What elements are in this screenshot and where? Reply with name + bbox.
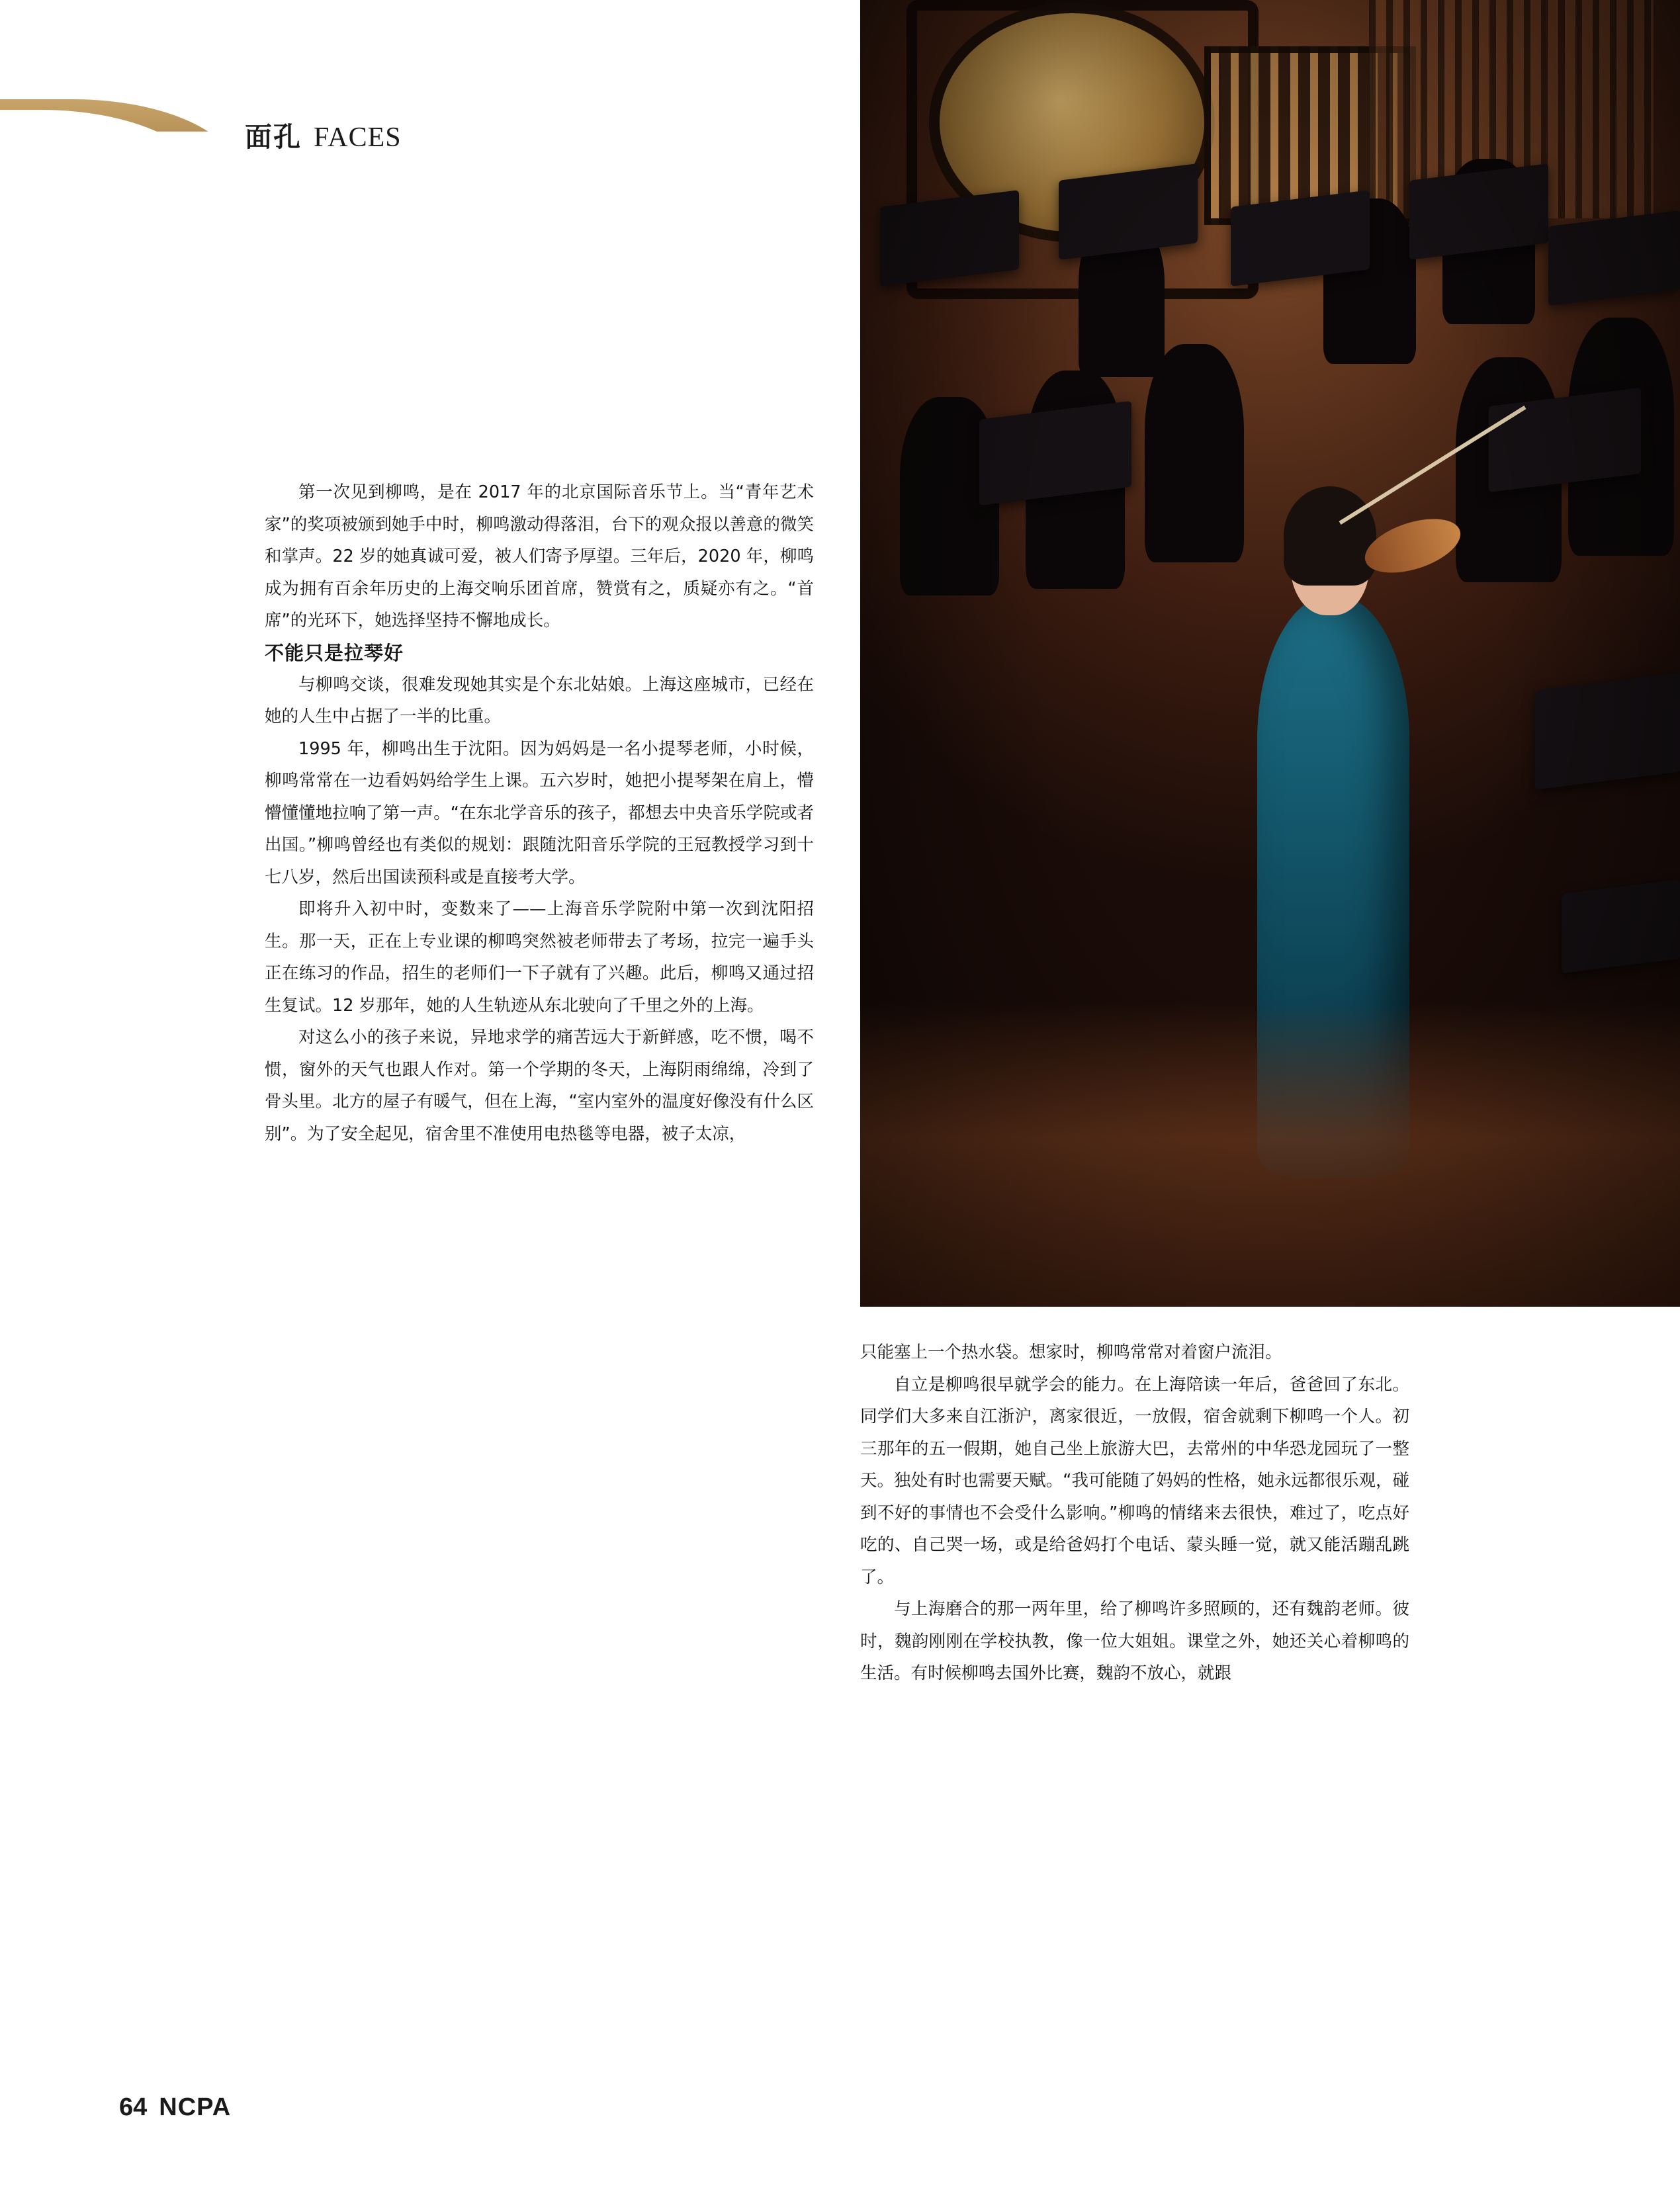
body-paragraph: 与上海磨合的那一两年里，给了柳鸣许多照顾的，还有魏韵老师。彼时，魏韵刚刚在学校执教，像一位大姐姐。课堂之外，她还关心着柳鸣的生活。有时候柳鸣去国外比赛，魏韵不放心，就跟 — [860, 1599, 1409, 1683]
photo-vignette — [860, 0, 1680, 1307]
orchestra-performance-photo — [860, 0, 1680, 1307]
publication-name: NCPA — [159, 2093, 232, 2121]
lead-paragraph: 第一次见到柳鸣，是在 2017 年的北京国际音乐节上。当“青年艺术家”的奖项被颁到她手中时，柳鸣激动得落泪，台下的观众报以善意的微笑和掌声。22 岁的她真诚可爱，被人们寄予厚望。三年后，2020 年，柳鸣成为拥有百余年历史的上海交响乐团首席，赞赏有之，质疑亦有之。“首席”的光环下，她选择坚持不懈地成长。 — [265, 482, 814, 631]
body-paragraph: 1995 年，柳鸣出生于沈阳。因为妈妈是一名小提琴老师，小时候，柳鸣常常在一边看妈妈给学生上课。五六岁时，她把小提琴架在肩上，懵懵懂懂地拉响了第一声。“在东北学音乐的孩子，都想去中央音乐学院或者出国。”柳鸣曾经也有类似的规划：跟随沈阳音乐学院的王冠教授学习到十七八岁，然后出国读预科或是直接考大学。 — [265, 738, 814, 887]
body-paragraph: 自立是柳鸣很早就学会的能力。在上海陪读一年后，爸爸回了东北。同学们大多来自江浙沪，离家很近，一放假，宿舍就剩下柳鸣一个人。初三那年的五一假期，她自己坐上旅游大巴，去常州的中华恐龙园玩了一整天。独处有时也需要天赋。“我可能随了妈妈的性格，她永远都很乐观，碰到不好的事情也不会受什么影响。”柳鸣的情绪来去很快，难过了，吃点好吃的、自己哭一场，或是给爸妈打个电话、蒙头睡一觉，就又能活蹦乱跳了。 — [860, 1374, 1409, 1587]
page-footer — [119, 2093, 231, 2122]
article-column-right — [860, 1336, 1409, 1690]
page-number: 64 — [119, 2093, 148, 2121]
header-swoosh-inner — [0, 110, 206, 186]
body-paragraph: 只能塞上一个热水袋。想家时，柳鸣常常对着窗户流泪。 — [860, 1342, 1282, 1362]
header-swoosh-decoration — [0, 99, 238, 175]
body-paragraph: 对这么小的孩子来说，异地求学的痛苦远大于新鲜感，吃不惯，喝不惯，窗外的天气也跟人作对。第一个学期的冬天，上海阴雨绵绵，冷到了骨头里。北方的屋子有暖气，但在上海，“室内室外的温度好像没有什么区别”。为了安全起见，宿舍里不准使用电热毯等电器，被子太凉， — [265, 1028, 814, 1144]
article-subheading: 不能只是拉琴好 — [265, 641, 404, 664]
section-label-cn: 面孔 — [245, 121, 302, 153]
section-header-labels — [245, 115, 402, 154]
body-paragraph: 即将升入初中时，变数来了——上海音乐学院附中第一次到沈阳招生。那一天，正在上专业课的柳鸣突然被老师带去了考场，拉完一遍手头正在练习的作品，招生的老师们一下子就有了兴趣。此后，柳鸣又通过招生复试。12 岁那年，她的人生轨迹从东北驶向了千里之外的上海。 — [265, 899, 814, 1016]
body-paragraph: 与柳鸣交谈，很难发现她其实是个东北姑娘。上海这座城市，已经在她的人生中占据了一半的比重。 — [265, 674, 814, 726]
section-label-en: FACES — [314, 122, 402, 153]
article-column-left — [265, 476, 814, 1150]
